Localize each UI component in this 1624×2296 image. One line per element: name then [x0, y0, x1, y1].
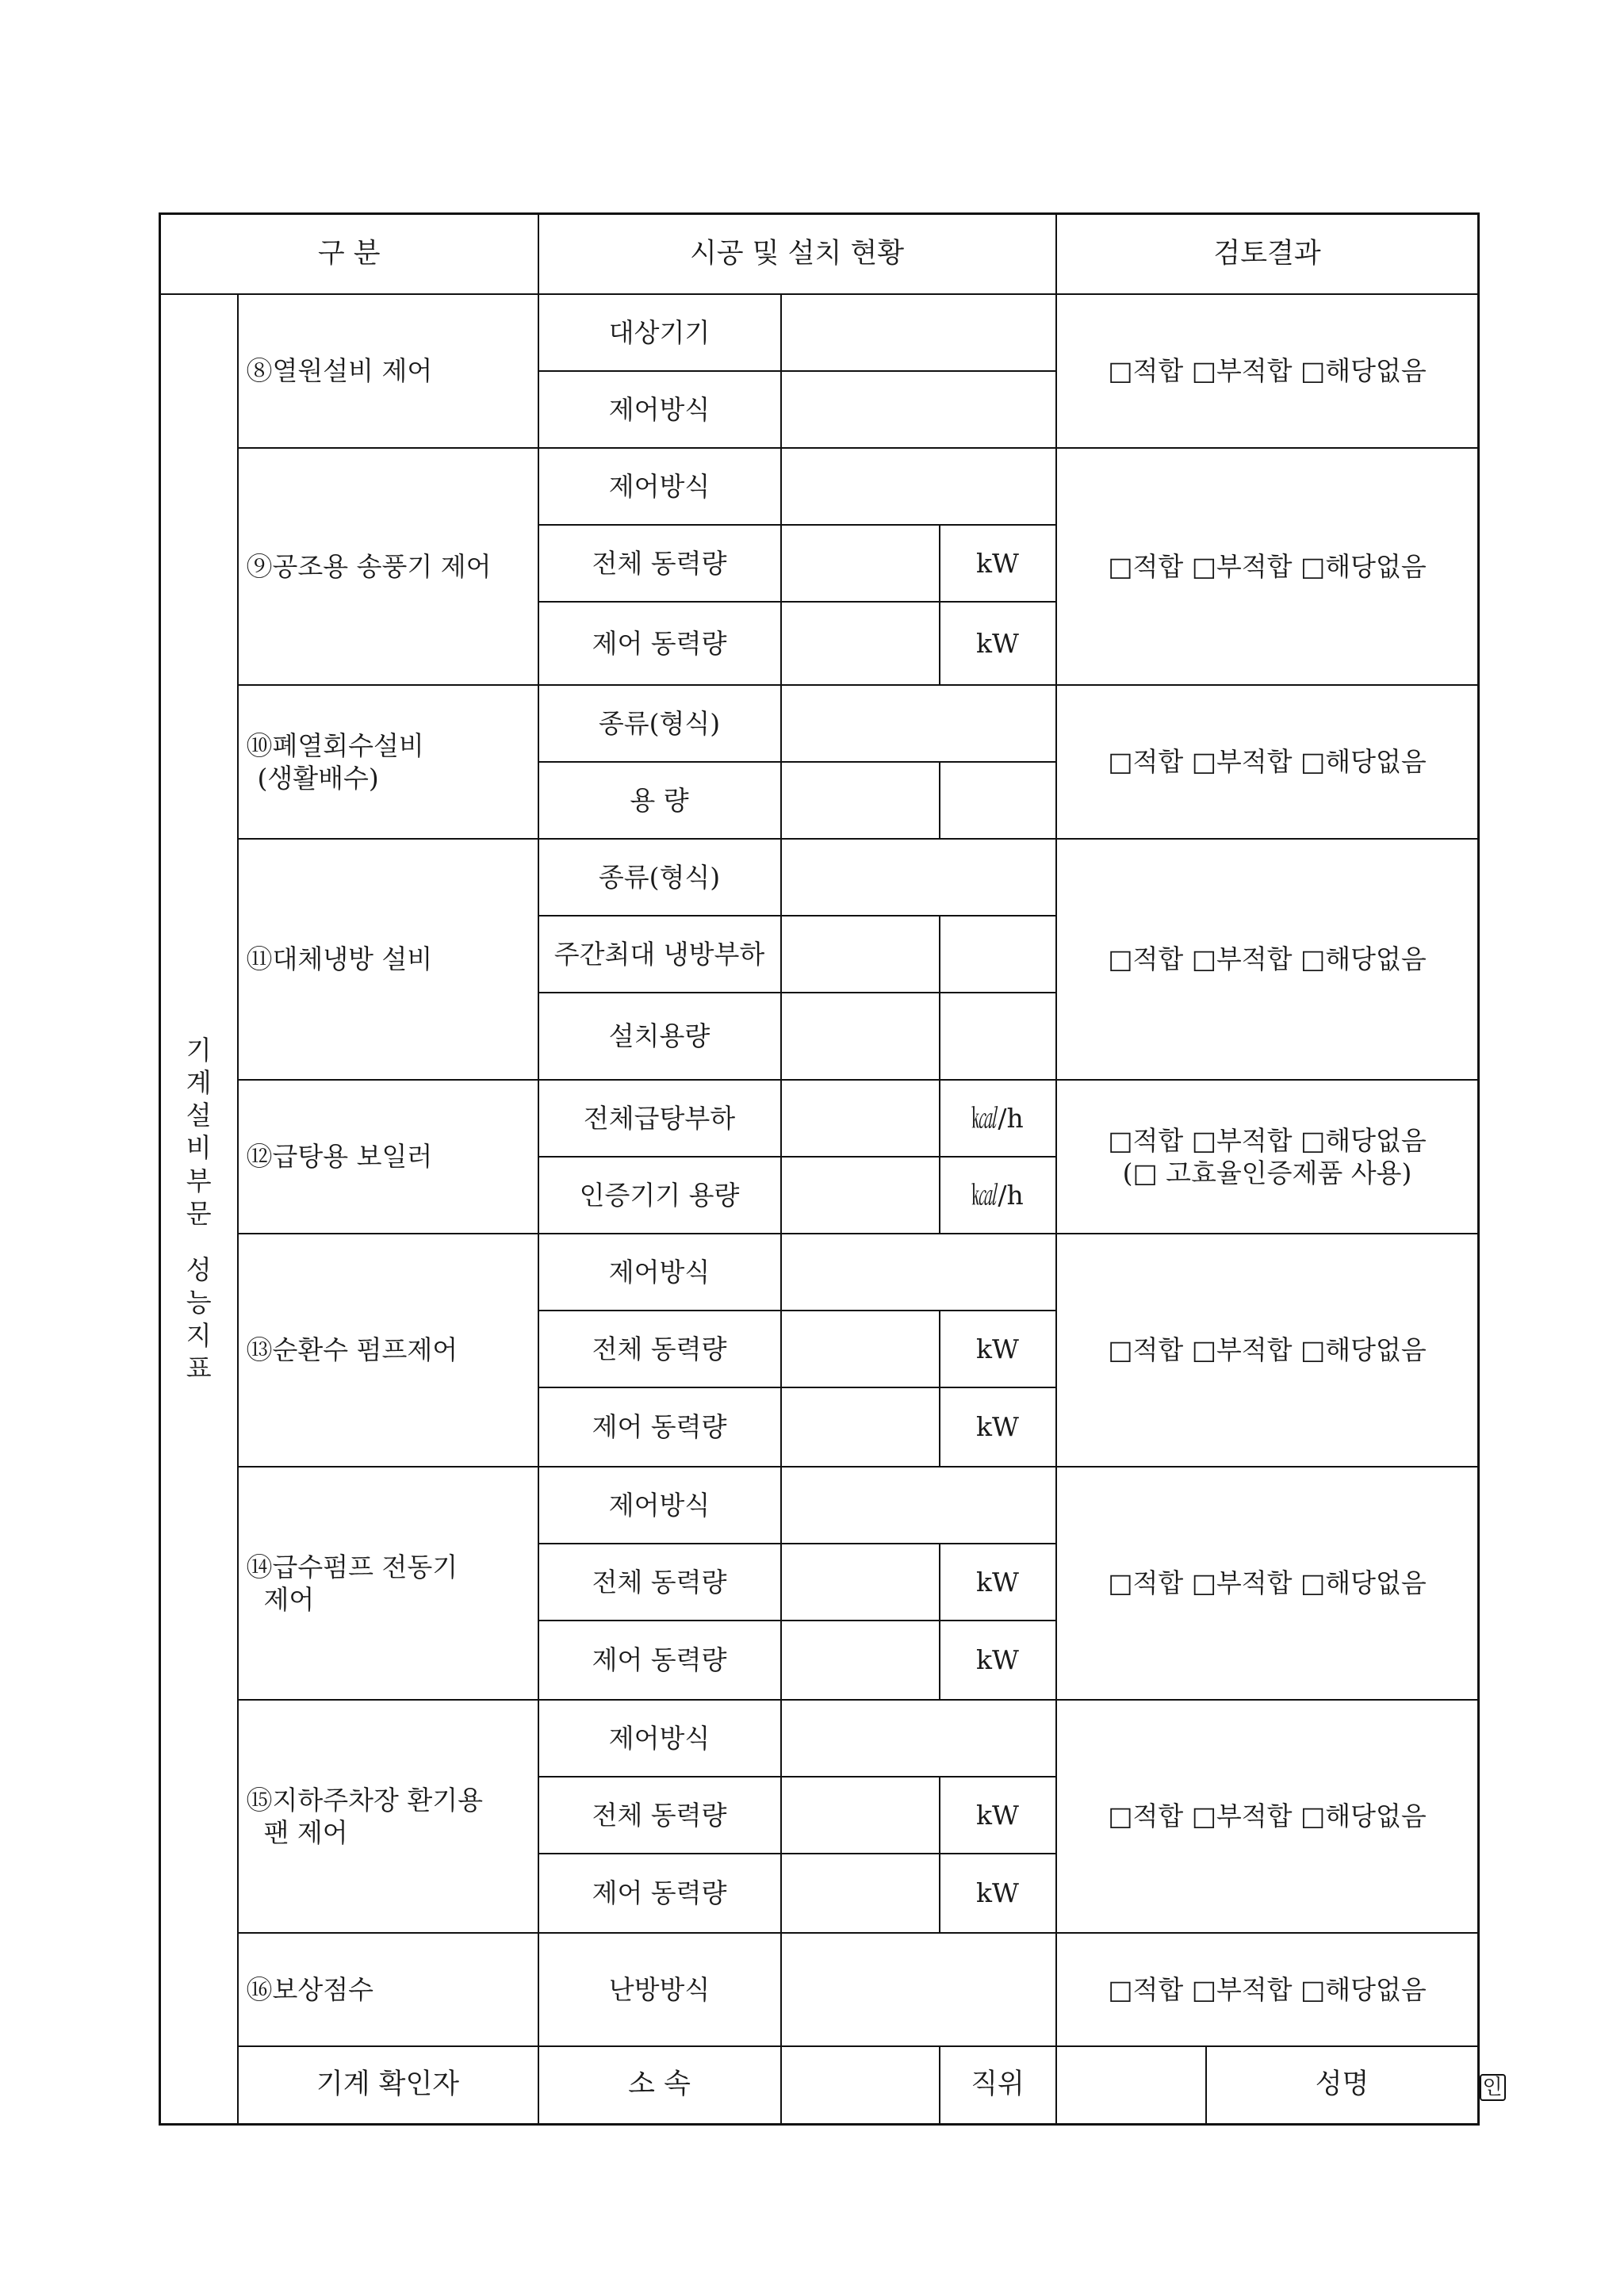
item-13-label-1: 제어방식: [538, 1234, 781, 1311]
item-13-value-3[interactable]: [781, 1387, 940, 1467]
item-11-name: ⑪대체냉방 설비: [238, 839, 538, 1080]
item-10-value-2[interactable]: [781, 762, 940, 839]
item-13-value-2[interactable]: [781, 1311, 940, 1387]
item-15-value-3[interactable]: [781, 1854, 940, 1933]
item-14-result[interactable]: □적합 □부적합 □해당없음: [1056, 1467, 1479, 1700]
item-9-value-3[interactable]: [781, 602, 940, 685]
item-15-unit-3: kW: [940, 1854, 1056, 1933]
header-row: [160, 214, 1479, 295]
item-14-value-3[interactable]: [781, 1621, 940, 1700]
item-10-value-1[interactable]: [781, 685, 1056, 762]
item-13-row-1: [160, 1234, 1479, 1311]
item-14-unit-2: kW: [940, 1544, 1056, 1621]
item-8-row-1: [160, 294, 1479, 371]
item-9-result[interactable]: □적합 □부적합 □해당없음: [1056, 448, 1479, 685]
item-13-result[interactable]: □적합 □부적합 □해당없음: [1056, 1234, 1479, 1467]
item-10-result[interactable]: □적합 □부적합 □해당없음: [1056, 685, 1479, 839]
item-10-unit-2[interactable]: [940, 762, 1056, 839]
item-16-value-1[interactable]: [781, 1933, 1056, 2046]
footer-affiliation-label: 소 속: [538, 2046, 781, 2124]
header-review: 검토결과: [1056, 214, 1479, 295]
seal-mark: 인: [1480, 2074, 1506, 2101]
item-9-label-3: 제어 동력량: [538, 602, 781, 685]
item-9-row-1: [160, 448, 1479, 525]
item-12-label-1: 전체급탕부하: [538, 1080, 781, 1157]
item-9-value-1[interactable]: [781, 448, 1056, 525]
item-10-label-2: 용 량: [538, 762, 781, 839]
item-12-unit-1: ㎉/h: [940, 1080, 1056, 1157]
footer-row: [160, 2046, 1479, 2124]
item-11-label-2: 주간최대 냉방부하: [538, 916, 781, 993]
item-9-value-2[interactable]: [781, 525, 940, 602]
item-10-label-1: 종류(형식): [538, 685, 781, 762]
item-8-label-1: 대상기기: [538, 294, 781, 371]
header-status: 시공 및 설치 현황: [538, 214, 1056, 295]
item-13-unit-2: kW: [940, 1311, 1056, 1387]
item-12-result[interactable]: □적합 □부적합 □해당없음 (□ 고효율인증제품 사용): [1056, 1080, 1479, 1234]
item-15-value-1[interactable]: [781, 1700, 1056, 1777]
item-11-value-2[interactable]: [781, 916, 940, 993]
item-12-label-2: 인증기기 용량: [538, 1157, 781, 1234]
item-14-unit-3: kW: [940, 1621, 1056, 1700]
item-8-label-2: 제어방식: [538, 371, 781, 448]
item-13-unit-3: kW: [940, 1387, 1056, 1467]
item-15-value-2[interactable]: [781, 1777, 940, 1854]
item-14-name: ⑭급수펌프 전동기 제어: [238, 1467, 538, 1700]
item-15-row-1: [160, 1700, 1479, 1777]
header-category: 구 분: [160, 214, 538, 295]
item-15-unit-2: kW: [940, 1777, 1056, 1854]
item-13-label-2: 전체 동력량: [538, 1311, 781, 1387]
item-9-label-2: 전체 동력량: [538, 525, 781, 602]
item-16-name: ⑯보상점수: [238, 1933, 538, 2046]
item-16-result[interactable]: □적합 □부적합 □해당없음: [1056, 1933, 1479, 2046]
item-11-value-1[interactable]: [781, 839, 1056, 916]
item-14-label-2: 전체 동력량: [538, 1544, 781, 1621]
footer-affiliation-value[interactable]: [781, 2046, 940, 2124]
item-11-label-1: 종류(형식): [538, 839, 781, 916]
item-13-label-3: 제어 동력량: [538, 1387, 781, 1467]
item-12-name: ⑫급탕용 보일러: [238, 1080, 538, 1234]
item-14-label-3: 제어 동력량: [538, 1621, 781, 1700]
item-16-row-1: [160, 1933, 1479, 2046]
item-8-value-1[interactable]: [781, 294, 1056, 371]
item-9-name: ⑨공조용 송풍기 제어: [238, 448, 538, 685]
item-12-unit-2: ㎉/h: [940, 1157, 1056, 1234]
item-11-value-3[interactable]: [781, 993, 940, 1080]
item-10-row-1: [160, 685, 1479, 762]
item-12-row-1: [160, 1080, 1479, 1157]
footer-confirmer: 기계 확인자: [238, 2046, 538, 2124]
item-8-name: ⑧열원설비 제어: [238, 294, 538, 448]
item-14-label-1: 제어방식: [538, 1467, 781, 1544]
item-14-value-1[interactable]: [781, 1467, 1056, 1544]
item-11-result[interactable]: □적합 □부적합 □해당없음: [1056, 839, 1479, 1080]
item-15-label-1: 제어방식: [538, 1700, 781, 1777]
item-9-unit-3: kW: [940, 602, 1056, 685]
mechanical-performance-form: [159, 212, 1503, 2126]
item-8-value-2[interactable]: [781, 371, 1056, 448]
item-15-label-2: 전체 동력량: [538, 1777, 781, 1854]
item-14-row-1: [160, 1467, 1479, 1544]
item-15-result[interactable]: □적합 □부적합 □해당없음: [1056, 1700, 1479, 1933]
item-10-name: ⑩폐열회수설비 (생활배수): [238, 685, 538, 839]
footer-position-value[interactable]: [1056, 2046, 1206, 2124]
item-13-value-1[interactable]: [781, 1234, 1056, 1311]
item-8-result[interactable]: □적합 □부적합 □해당없음: [1056, 294, 1479, 448]
item-12-value-2[interactable]: [781, 1157, 940, 1234]
item-13-name: ⑬순환수 펌프제어: [238, 1234, 538, 1467]
item-9-label-1: 제어방식: [538, 448, 781, 525]
item-11-unit-3[interactable]: [940, 993, 1056, 1080]
item-15-name: ⑮지하주차장 환기용 팬 제어: [238, 1700, 538, 1933]
item-11-label-3: 설치용량: [538, 993, 781, 1080]
item-12-value-1[interactable]: [781, 1080, 940, 1157]
footer-position-label: 직위: [940, 2046, 1056, 2124]
item-15-label-3: 제어 동력량: [538, 1854, 781, 1933]
item-16-label-1: 난방방식: [538, 1933, 781, 2046]
side-category-label: 기 계 설 비 부 문 성 능 지 표: [160, 294, 238, 2124]
item-14-value-2[interactable]: [781, 1544, 940, 1621]
item-11-unit-2[interactable]: [940, 916, 1056, 993]
item-11-row-1: [160, 839, 1479, 916]
item-9-unit-2: kW: [940, 525, 1056, 602]
footer-name-label: 성명: [1206, 2046, 1479, 2124]
